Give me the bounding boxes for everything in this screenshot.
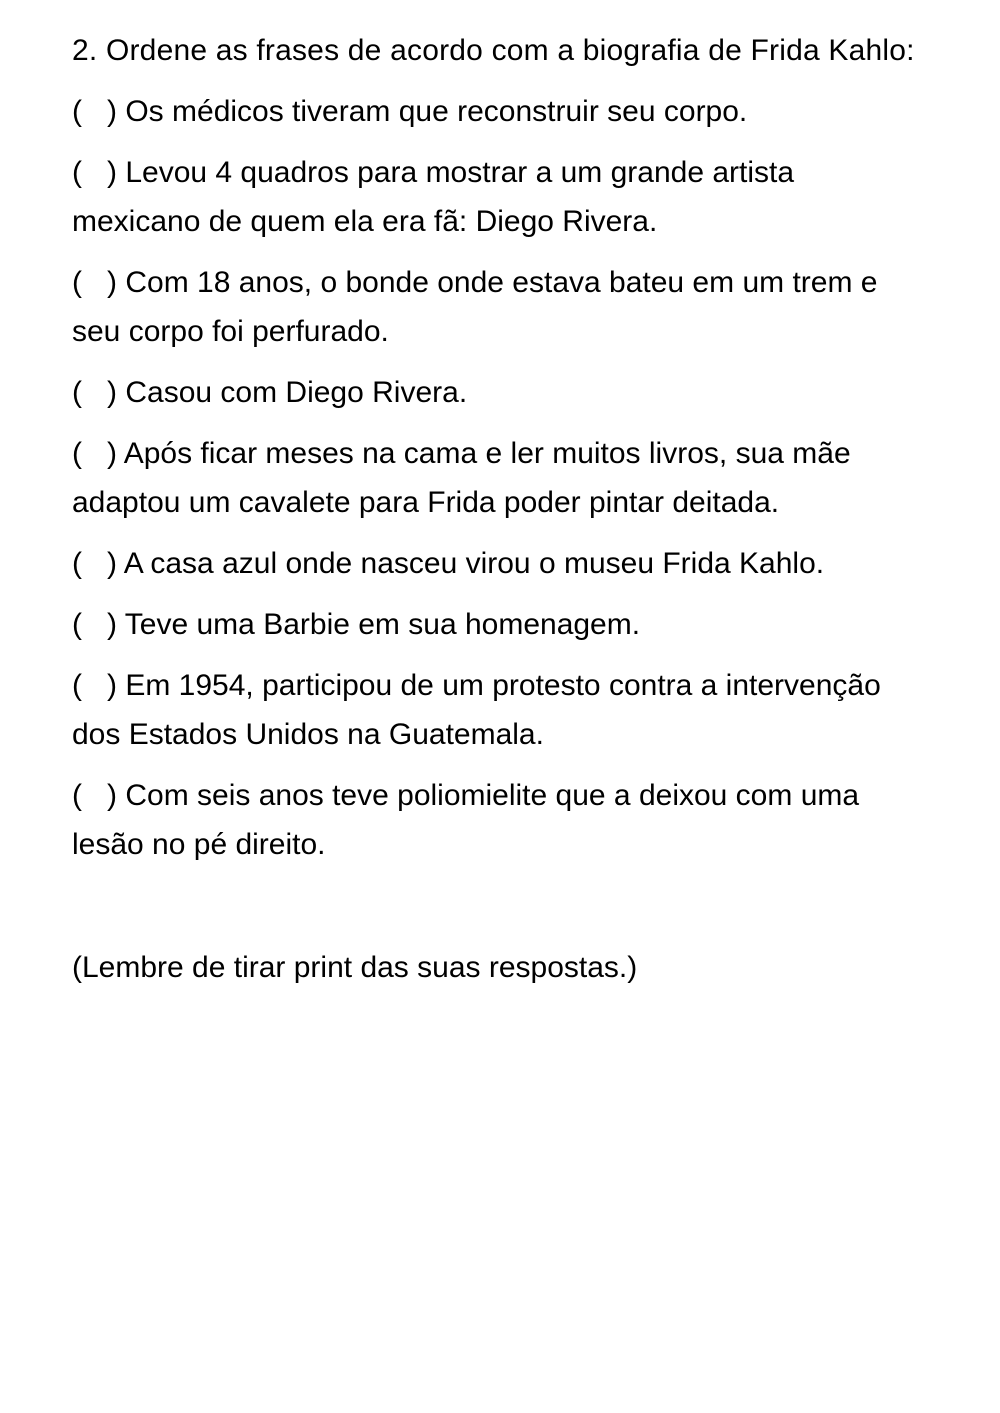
answer-blank[interactable]: ( ) bbox=[72, 266, 117, 299]
item-text: Com seis anos teve poliomielite que a deixou com uma lesão no pé direito. bbox=[72, 779, 860, 861]
question-title: 2. Ordene as frases de acordo com a biografia de Frida Kahlo: bbox=[72, 34, 915, 67]
answer-blank[interactable]: ( ) bbox=[72, 608, 117, 641]
answer-blank[interactable]: ( ) bbox=[72, 156, 117, 189]
item-text: Em 1954, participou de um protesto contra a intervenção dos Estados Unidos na Guatemala. bbox=[72, 669, 881, 751]
item-text: Após ficar meses na cama e ler muitos livros, sua mãe adaptou um cavalete para Frida poder pintar deitada. bbox=[72, 437, 851, 519]
ordering-item bbox=[72, 661, 918, 759]
worksheet-content bbox=[72, 26, 918, 1022]
ordering-list bbox=[72, 87, 918, 869]
item-text: Casou com Diego Rivera. bbox=[125, 376, 468, 409]
ordering-item bbox=[72, 771, 918, 869]
answer-blank[interactable]: ( ) bbox=[72, 669, 117, 702]
item-text: Com 18 anos, o bonde onde estava bateu em um trem e seu corpo foi perfurado. bbox=[72, 266, 878, 348]
item-text: Levou 4 quadros para mostrar a um grande artista mexicano de quem ela era fã: Diego Rivera. bbox=[72, 156, 795, 238]
item-text: Os médicos tiveram que reconstruir seu corpo. bbox=[125, 95, 748, 128]
answer-blank[interactable]: ( ) bbox=[72, 779, 117, 812]
reminder-note: (Lembre de tirar print das suas respostas.) bbox=[72, 951, 638, 984]
item-text: A casa azul onde nasceu virou o museu Frida Kahlo. bbox=[123, 547, 825, 580]
ordering-item bbox=[72, 258, 918, 356]
ordering-item bbox=[72, 539, 918, 588]
ordering-item bbox=[72, 87, 918, 136]
ordering-item bbox=[72, 368, 918, 417]
answer-blank[interactable]: ( ) bbox=[72, 376, 117, 409]
answer-blank[interactable]: ( ) bbox=[72, 95, 117, 128]
ordering-item bbox=[72, 600, 918, 649]
item-text: Teve uma Barbie em sua homenagem. bbox=[124, 608, 641, 641]
ordering-item bbox=[72, 429, 918, 527]
answer-blank[interactable]: ( ) bbox=[72, 437, 117, 470]
answer-blank[interactable]: ( ) bbox=[72, 547, 117, 580]
ordering-item bbox=[72, 148, 918, 246]
